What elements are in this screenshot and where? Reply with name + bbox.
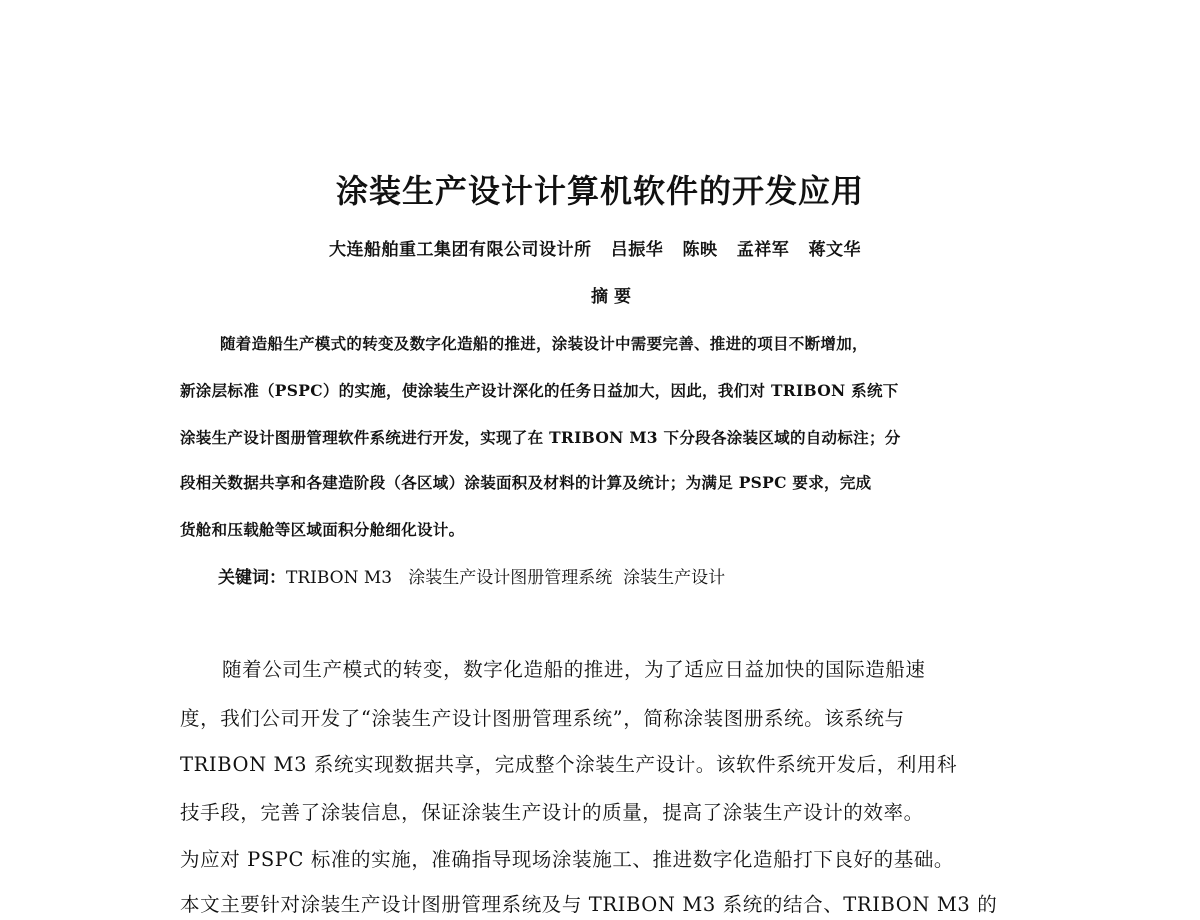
body-line: 技手段，完善了涂装信息，保证涂装生产设计的质量，提高了涂装生产设计的效率。: [180, 801, 924, 824]
body-line: 为应对 PSPC 标准的实施，准确指导现场涂装施工、推进数字化造船打下良好的基础。: [180, 848, 955, 871]
paper-title: 涂装生产设计计算机软件的开发应用: [335, 172, 864, 210]
body-line: 度，我们公司开发了“涂装生产设计图册管理系统”，简称涂装图册系统。该系统与: [180, 707, 905, 730]
keywords-label: 关键词：: [218, 568, 286, 588]
abstract-line: 随着造船生产模式的转变及数字化造船的推进，涂装设计中需要完善、推进的项目不断增加，: [220, 334, 868, 353]
author-line: 大连船舶重工集团有限公司设计所 吕振华 陈映 孟祥军 蒋文华: [328, 240, 862, 260]
abstract-line: 新涂层标准（PSPC）的实施，使涂装生产设计深化的任务日益加大，因此，我们对 TRIBON 系统下: [180, 381, 899, 400]
abstract-line: 涂装生产设计图册管理软件系统进行开发，实现了在 TRIBON M3 下分段各涂装区域的自动标注；分: [180, 428, 901, 447]
body-line: 本文主要针对涂装生产设计图册管理系统及与 TRIBON M3 系统的结合、TRIBON M3 的: [180, 893, 998, 916]
body-line: TRIBON M3 系统实现数据共享，完成整个涂装生产设计。该软件系统开发后，利用科: [180, 753, 958, 776]
body-line: 随着公司生产模式的转变，数字化造船的推进，为了适应日益加快的国际造船速: [222, 658, 926, 681]
abstract-line: 段相关数据共享和各建造阶段（各区域）涂装面积及材料的计算及统计；为满足 PSPC 要求，完成: [180, 473, 872, 492]
abstract-heading: 摘要: [591, 287, 637, 307]
keywords-text: TRIBON M3 涂装生产设计图册管理系统 涂装生产设计: [286, 568, 726, 588]
keywords-line: [218, 563, 725, 588]
abstract-line: 货舱和压载舱等区域面积分舱细化设计。: [180, 520, 465, 539]
